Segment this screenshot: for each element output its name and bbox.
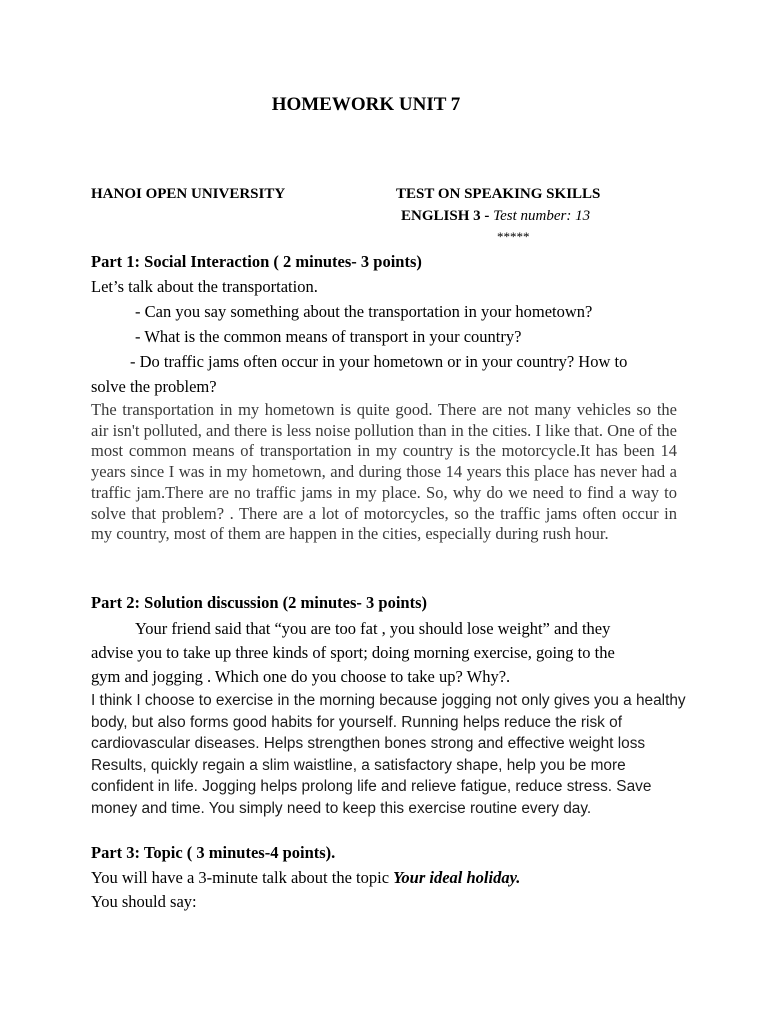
document-title: HOMEWORK UNIT 7 (271, 94, 461, 115)
part1-heading: Part 1: Social Interaction ( 2 minutes- 3 points) (91, 252, 422, 271)
part3-should-say: You should say: (91, 892, 197, 911)
stars-separator: ***** (497, 229, 530, 244)
part1-question-1: - Can you say something about the transportation in your hometown? (135, 302, 593, 321)
part2-heading: Part 2: Solution discussion (2 minutes- 3 points) (91, 593, 428, 612)
part1-answer: The transportation in my hometown is quite good. There are not many vehicles so the air isn't polluted, and there is less noise pollution than in the cities. I like that. One of the most common means of transportation in my country is the motorcycle.It has been 14 years since I was in my hometown, and during those 14 years this place has never had a traffic jam.There are no traffic jams in my place. So, why do we need to find a way to solve that problem? . There are a lot of motorcycles, so the traffic jams often occur in my country, most of them are happen in the cities, especially during rush hour. (91, 400, 677, 544)
part3-intro: You will have a 3-minute talk about the topic (91, 868, 394, 887)
part3-heading: Part 3: Topic ( 3 minutes-4 points). (91, 843, 336, 862)
part1-intro: Let’s talk about the transportation. (91, 277, 318, 296)
part2-answer: I think I choose to exercise in the morning because jogging not only gives you a healthy body, but also forms good habits for yourself. Running helps reduce the risk of cardiovascular diseases. Helps strengthen bones strong and effective weight loss Results, quickly regain a slim waistline, a satisfactory shape, help you be more confident in life. Jogging helps prolong life and relieve fatigue, reduce stress. Save money and time. You simply need to keep this exercise routine every day. (91, 692, 686, 817)
part2-prompt-1: Your friend said that “you are too fat , you should lose weight” and they (135, 619, 611, 638)
test-title: TEST ON SPEAKING SKILLS (396, 186, 601, 202)
part2-prompt-2: advise you to take up three kinds of sport; doing morning exercise, going to the (91, 643, 615, 662)
part1-question-2: - What is the common means of transport in your country? (135, 327, 522, 346)
part3-intro-line (91, 868, 520, 888)
university-name: HANOI OPEN UNIVERSITY (91, 186, 286, 202)
course-line (401, 208, 590, 225)
course-label: ENGLISH 3 - (401, 208, 494, 224)
test-number-value: : 13 (566, 208, 591, 224)
part3-topic: Your ideal holiday. (393, 868, 521, 887)
part1-question-3b: solve the problem? (91, 377, 217, 396)
part2-prompt-3: gym and jogging . Which one do you choose to take up? Why?. (91, 667, 511, 686)
test-number-label: Test number (493, 208, 567, 224)
part1-question-3a: - Do traffic jams often occur in your hometown or in your country? How to (130, 352, 628, 371)
